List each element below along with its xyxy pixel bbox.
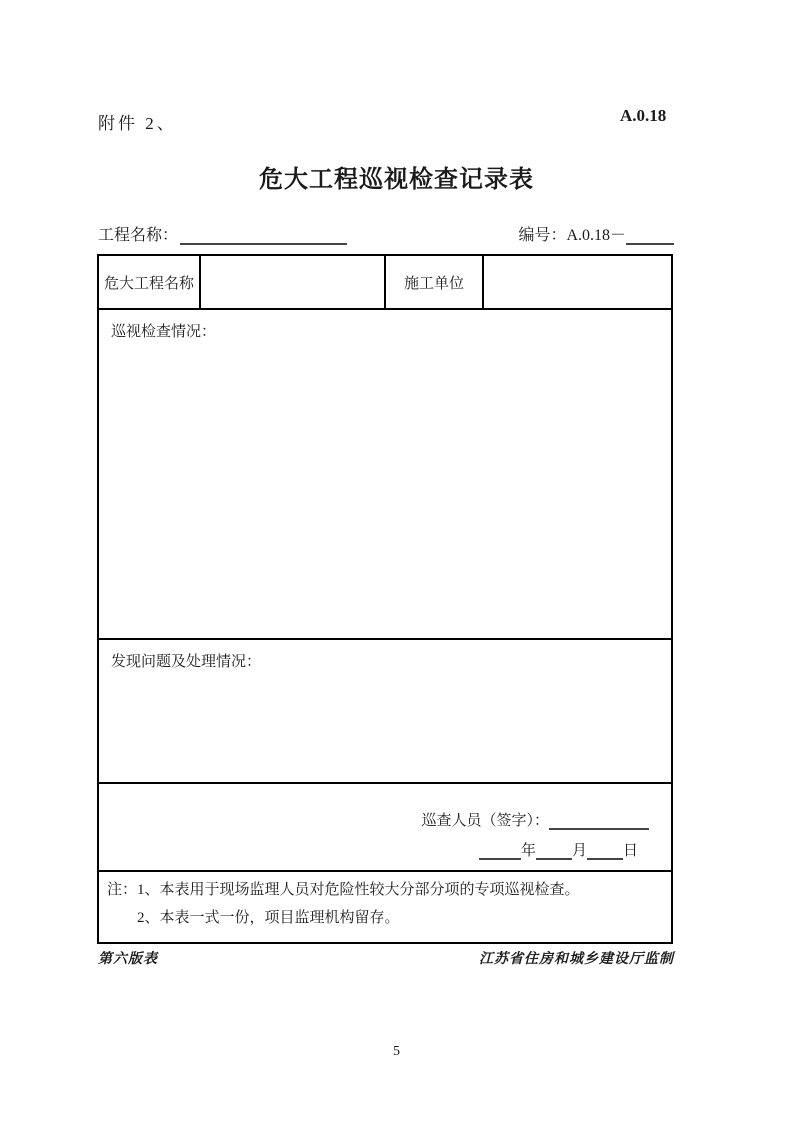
page-title: 危大工程巡视检查记录表 [259,166,534,193]
hazard-project-value-cell[interactable] [201,256,386,308]
page-number: 5 [393,1044,400,1059]
construction-unit-value-cell[interactable] [484,256,671,308]
form-number-blank[interactable] [626,226,674,245]
table-row-header [99,256,671,310]
hazard-project-label: 危大工程名称 [103,275,194,292]
year-label: 年 [520,843,536,859]
day-label: 日 [622,843,638,859]
form-number-label: 编号：A.0.18－ [518,227,626,244]
inspection-record-table [97,254,673,944]
month-blank[interactable] [536,842,572,860]
inspector-signature-line [421,809,649,830]
project-name-group [98,222,347,245]
footer-publisher-label: 江苏省住房和城乡建设厅监制 [479,952,674,967]
attachment-label: 附件 2、 [98,114,177,133]
problems-content-cell[interactable] [99,640,671,782]
hazard-project-label-cell [99,256,201,308]
table-row-signature [99,784,671,872]
signature-date-line [479,839,638,860]
problems-section-label: 发现问题及处理情况： [111,654,262,670]
page-footer [98,948,674,968]
table-row-problems [99,640,671,784]
project-name-blank[interactable] [180,226,347,245]
table-row-notes [99,872,671,942]
meta-row [98,222,674,245]
project-name-label: 工程名称： [98,227,179,244]
inspection-content-cell[interactable] [99,310,671,638]
inspector-sign-label: 巡查人员（签字）： [421,813,549,829]
form-code: A.0.18 [620,106,667,125]
day-blank[interactable] [587,842,623,860]
construction-unit-label-cell [386,256,484,308]
note-line-2: 2、本表一式一份，项目监理机构留存。 [137,910,400,926]
year-blank[interactable] [479,842,521,860]
note-line-1: 注：1、本表用于现场监理人员对危险性较大分部分项的专项巡视检查。 [107,882,580,898]
month-label: 月 [571,843,587,859]
inspector-signature-blank[interactable] [549,812,649,830]
form-number-group [518,222,674,245]
table-row-inspection [99,310,671,640]
footer-edition-label: 第六版表 [98,952,158,967]
inspection-section-label: 巡视检查情况： [111,324,217,340]
construction-unit-label: 施工单位 [403,275,464,292]
